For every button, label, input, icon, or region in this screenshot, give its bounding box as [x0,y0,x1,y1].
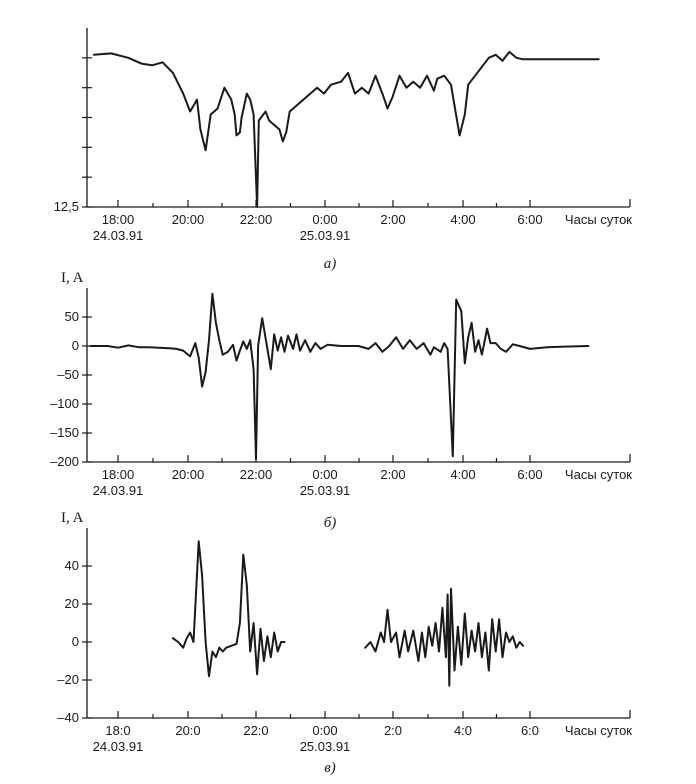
panel-caption: в) [324,760,336,776]
x-tick-label: 2:00 [380,212,406,227]
y-axis-title: I, A [61,270,84,286]
y-tick-label: 12,5 [53,199,79,214]
date-label: 24.03.91 [92,739,144,754]
x-tick-label: 2:0 [383,723,403,738]
y-tick-label: –200 [50,454,79,469]
x-axis-title: Часы суток [564,467,632,482]
x-tick-label: 18:00 [101,212,135,227]
x-tick-label: 2:00 [380,467,406,482]
x-tick-label: 6:0 [520,723,540,738]
x-tick-label: 18:00 [101,467,135,482]
x-axis-title: Часы суток [564,723,632,738]
panel-caption: а) [323,256,337,272]
x-tick-label: 4:00 [450,467,476,482]
y-tick-label: 50 [64,309,79,324]
y-tick-label: –20 [57,672,79,687]
x-tick-label: 22:00 [239,212,273,227]
x-tick-label: 20:0 [175,723,201,738]
x-axis-title: Часы суток [564,212,632,227]
x-tick-label: 0:00 [312,467,338,482]
x-tick-label: 20:00 [171,212,205,227]
series-line-c-1 [365,589,523,686]
x-tick-label: 4:0 [453,723,473,738]
x-tick-label: 18:0 [105,723,131,738]
series-line-b-0 [91,294,589,459]
y-tick-label: –150 [50,425,79,440]
y-tick-label: 0 [71,338,79,353]
y-axis-title: I, A [61,510,84,526]
x-tick-label: 0:00 [312,723,338,738]
y-tick-label: –100 [50,396,79,411]
panel-caption: б) [323,515,337,531]
x-tick-label: 6:00 [517,467,543,482]
y-tick-label: –50 [57,367,79,382]
series-line-a-0 [94,52,599,207]
x-tick-label: 6:00 [517,212,543,227]
x-tick-label: 22:0 [243,723,269,738]
y-tick-label: 20 [64,596,79,611]
y-tick-label: –40 [57,710,79,725]
series-line-c-0 [173,541,285,676]
date-label: 25.03.91 [299,739,351,754]
y-tick-label: 0 [71,634,79,649]
date-label: 24.03.91 [92,483,144,498]
y-tick-label: 40 [64,558,79,573]
date-label: 25.03.91 [299,483,351,498]
x-tick-label: 22:00 [239,467,273,482]
x-tick-label: 20:00 [171,467,205,482]
x-tick-label: 4:00 [450,212,476,227]
x-tick-label: 0:00 [312,212,338,227]
date-label: 24.03.91 [92,228,144,243]
date-label: 25.03.91 [299,228,351,243]
